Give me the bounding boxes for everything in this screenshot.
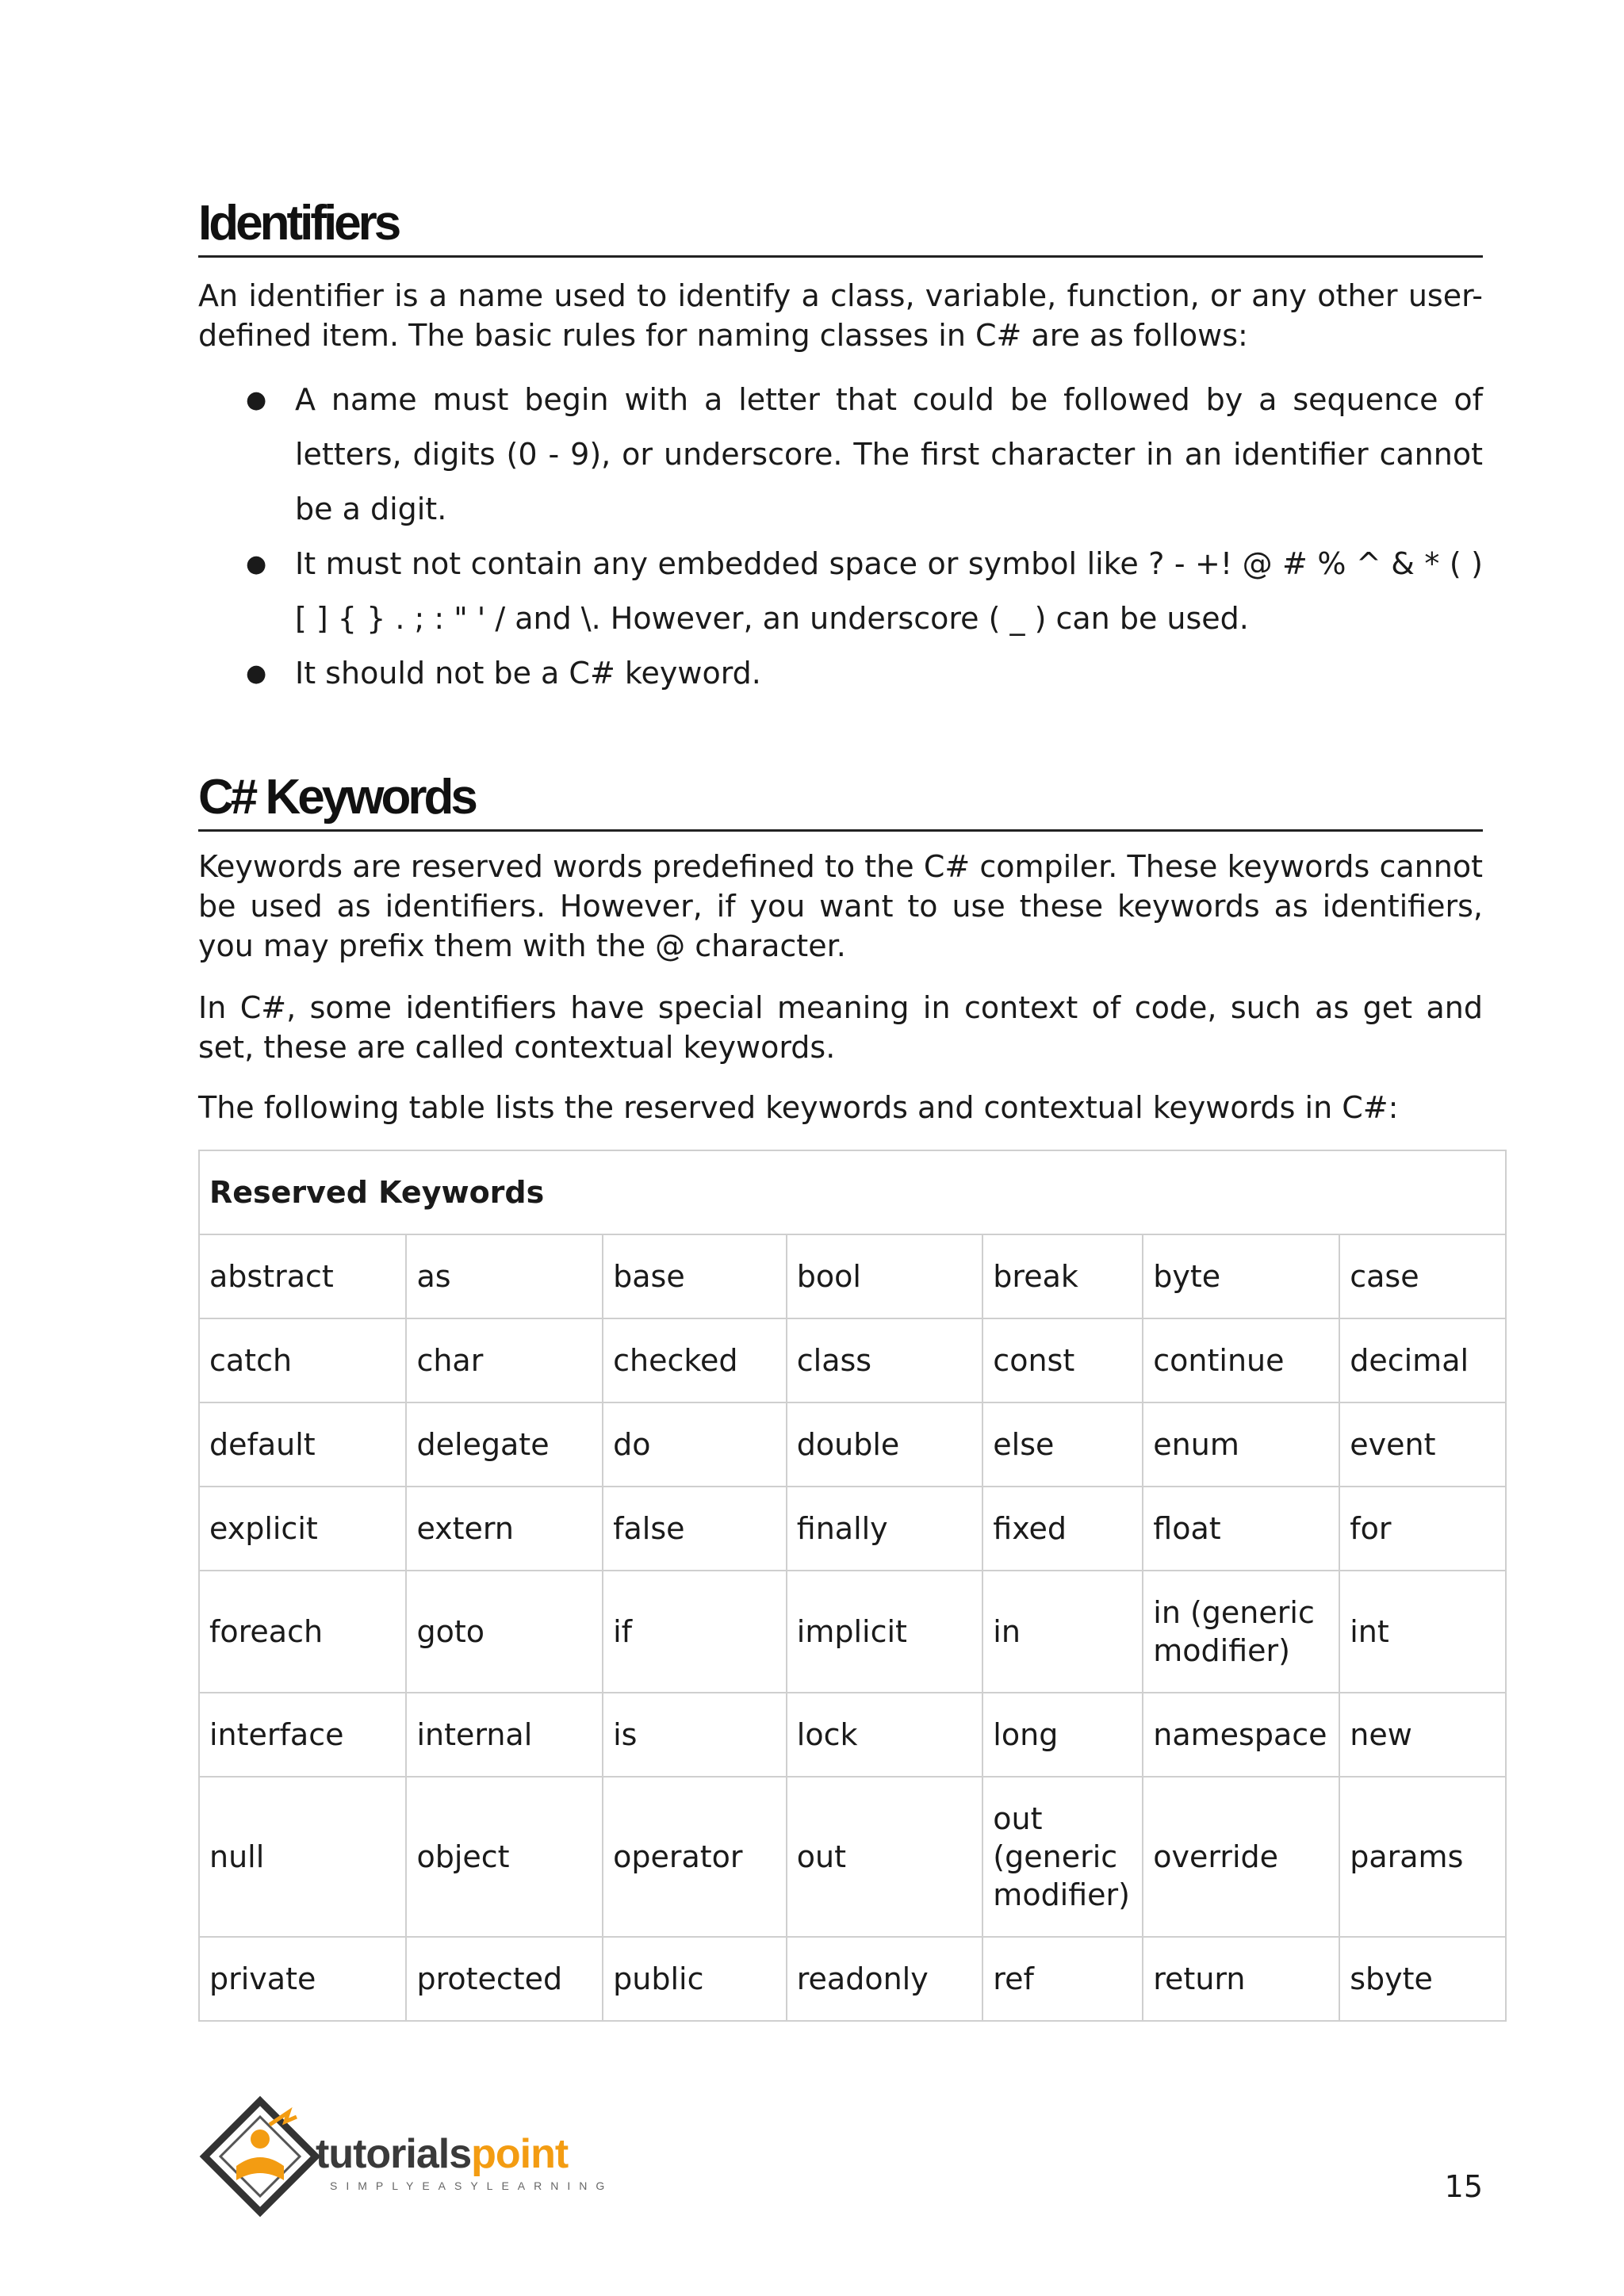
table-cell: sbyte: [1339, 1937, 1506, 2021]
table-cell: null: [199, 1777, 406, 1937]
table-row: [199, 1234, 1506, 1318]
rule-text: A name must begin with a letter that could be followed by a sequence of letters, digits (0 - 9), or underscore. The first character in an identifier cannot be a digit.: [295, 382, 1483, 526]
table-cell: implicit: [787, 1571, 983, 1693]
tutorialspoint-logo: [197, 2093, 641, 2228]
table-cell: new: [1339, 1693, 1506, 1777]
table-cell: ref: [982, 1937, 1143, 2021]
table-cell: in (generic modifier): [1143, 1571, 1339, 1693]
table-cell: explicit: [199, 1487, 406, 1571]
table-cell: class: [787, 1318, 983, 1402]
table-cell: long: [982, 1693, 1143, 1777]
list-item: [198, 537, 1483, 646]
keywords-para-2: In C#, some identifiers have special meaning in context of code, such as get and set, these are called contextual keywords.: [198, 990, 1483, 1065]
table-cell: abstract: [199, 1234, 406, 1318]
table-cell: continue: [1143, 1318, 1339, 1402]
table-cell: char: [406, 1318, 603, 1402]
keywords-para-3: The following table lists the reserved keywords and contextual keywords in C#:: [198, 1090, 1399, 1125]
table-cell: false: [603, 1487, 787, 1571]
table-cell: foreach: [199, 1571, 406, 1693]
page-number: 15: [1444, 2169, 1483, 2204]
reserved-keywords-table: [198, 1150, 1507, 2022]
table-cell: bool: [787, 1234, 983, 1318]
table-cell: const: [982, 1318, 1143, 1402]
table-cell: for: [1339, 1487, 1506, 1571]
table-cell: fixed: [982, 1487, 1143, 1571]
table-cell: case: [1339, 1234, 1506, 1318]
table-cell: return: [1143, 1937, 1339, 2021]
table-row: [199, 1318, 1506, 1402]
table-cell: base: [603, 1234, 787, 1318]
table-cell: enum: [1143, 1402, 1339, 1487]
table-cell: catch: [199, 1318, 406, 1402]
list-item: [198, 646, 1483, 701]
table-cell: interface: [199, 1693, 406, 1777]
table-cell: finally: [787, 1487, 983, 1571]
table-cell: object: [406, 1777, 603, 1937]
table-cell: extern: [406, 1487, 603, 1571]
keywords-heading: C# Keywords: [198, 771, 1483, 832]
table-cell: delegate: [406, 1402, 603, 1487]
table-cell: decimal: [1339, 1318, 1506, 1402]
table-header-row: [199, 1150, 1506, 1234]
table-cell: as: [406, 1234, 603, 1318]
table-cell: public: [603, 1937, 787, 2021]
keywords-para-1: Keywords are reserved words predefined to the C# compiler. These keywords cannot be used as identifiers. However, if you want to use these keywords as identifiers, you may prefix them with the @ character.: [198, 849, 1483, 963]
table-cell: params: [1339, 1777, 1506, 1937]
table-header: Reserved Keywords: [199, 1150, 1506, 1234]
bullet-icon: ●: [246, 660, 267, 687]
bullet-icon: ●: [246, 386, 267, 414]
identifiers-intro: An identifier is a name used to identify a class, variable, function, or any other user-defined item. The basic rules for naming classes in C# are as follows:: [198, 278, 1483, 353]
table-cell: readonly: [787, 1937, 983, 2021]
table-cell: double: [787, 1402, 983, 1487]
logo-tagline: SIMPLYEASYLEARNING: [330, 2179, 614, 2192]
table-cell: break: [982, 1234, 1143, 1318]
table-cell: namespace: [1143, 1693, 1339, 1777]
table-cell: if: [603, 1571, 787, 1693]
table-row: [199, 1402, 1506, 1487]
table-cell: float: [1143, 1487, 1339, 1571]
table-cell: do: [603, 1402, 787, 1487]
table-cell: protected: [406, 1937, 603, 2021]
table-cell: checked: [603, 1318, 787, 1402]
table-cell: private: [199, 1937, 406, 2021]
bullet-icon: ●: [246, 550, 267, 578]
table-cell: else: [982, 1402, 1143, 1487]
table-cell: in: [982, 1571, 1143, 1693]
rule-text: It should not be a C# keyword.: [295, 656, 761, 691]
logo-person-icon: [251, 2130, 270, 2149]
table-row: [199, 1693, 1506, 1777]
table-cell: override: [1143, 1777, 1339, 1937]
table-row: [199, 1937, 1506, 2021]
table-cell: goto: [406, 1571, 603, 1693]
identifiers-heading: Identifiers: [198, 197, 1483, 258]
table-cell: is: [603, 1693, 787, 1777]
logo-graphic: [197, 2093, 641, 2228]
identifier-rules-list: [198, 373, 1483, 701]
table-row: [199, 1777, 1506, 1937]
table-cell: internal: [406, 1693, 603, 1777]
table-cell: lock: [787, 1693, 983, 1777]
table-cell: event: [1339, 1402, 1506, 1487]
table-row: [199, 1487, 1506, 1571]
table-cell: int: [1339, 1571, 1506, 1693]
list-item: [198, 373, 1483, 537]
table-cell: byte: [1143, 1234, 1339, 1318]
table-cell: out (generic modifier): [982, 1777, 1143, 1937]
table-cell: operator: [603, 1777, 787, 1937]
table-cell: out: [787, 1777, 983, 1937]
rule-text: It must not contain any embedded space or symbol like ? - +! @ # % ^ & * ( ) [ ] { } . ; : " ' / and \. However, an underscore ( _ ) can be used.: [295, 546, 1483, 636]
logo-wordmark: tutorialspoint: [316, 2131, 569, 2177]
table-row: [199, 1571, 1506, 1693]
table-cell: default: [199, 1402, 406, 1487]
